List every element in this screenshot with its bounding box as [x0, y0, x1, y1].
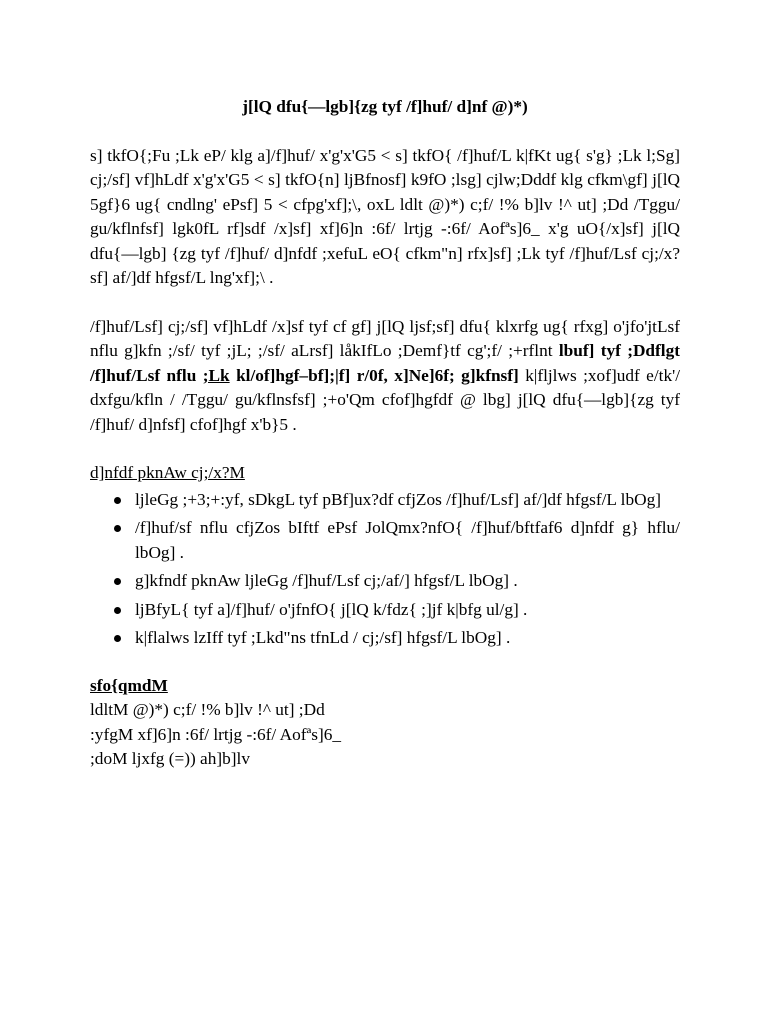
program-underlined-text: ;Lk [202, 365, 230, 385]
intro-paragraph: s] tkfO{;Fu ;Lk eP/ klg a]/f]huf/ x'g'x'G5 < s] tkfO{ /f]huf/L k|fKt ug{ s'g} ;Lk l;Sg] cj;/sf] vf]hLdf x'g'x'G5 < s] tkfO{n] ljBfnosf] k9fO ;lsg] cjlw;Dddf klg cfkm\gf] j[lQ 5gf}6 ug{ cndlng' ePsf] 5 < cfpg'xf];\, oxL ldlt @)*) c;f/ !% b]lv !^ ut] ;Dd /Tggu/ gu/kflnfsf] lgk0fL rf]sdf /x]sf] xf]6]n :6f/ lrtjg -:6f/ Aofªs]6_ x'g uO{/x]sf] j[lQ dfu{—lgb] {zg tyf /f]huf/ d]nfdf ;xefuL eO{ cfkm"n] rfx]sf] ;Lk tyf /f]huf/Lsf cj;/x? sf] af/]df hfgsf/L lng'xf];\ . [90, 145, 680, 287]
program-text-start: /f]huf/Lsf] cj;/sf] vf]hLdf /x]sf tyf cf gf] j[lQ ljsf;sf] dfu{ klxrfg ug{ rfxg] o'jfo'jtLsf nflu g]kfn ;/sf/ tyf ;jL; ;/sf/ aLrsf] låkIfLo ;Demf}tf cg';f/ ;+rflnt [90, 316, 680, 360]
list-item: /f]huf/sf nflu cfjZos bIftf ePsf JolQmx?nfO{ /f]huf/bftfaf6 d]nfdf g} hflu/ lbOg] . [90, 516, 680, 565]
program-venue-line: :yfgM xf]6]n :6f/ lrtjg -:6f/ Aofªs]6_ [90, 724, 341, 744]
program-paragraph [90, 315, 680, 438]
program-bold-text-continued: kl/of]hgf–bf];|f] r/0f, x]Ne]6f; g]kfnsf] [229, 365, 519, 385]
program-heading: sfo{qmdM [90, 675, 168, 695]
list-item: ljleGg ;+3;+:yf, sDkgL tyf pBf]ux?df cfjZos /f]huf/Lsf] af/]df hfgsf/L lbOg] [90, 488, 680, 513]
opportunities-list [90, 488, 680, 651]
list-item: ljBfyL{ tyf a]/f]huf/ o'jfnfO{ j[lQ k/fdz{ ;]jf k|bfg ul/g] . [90, 598, 680, 623]
document-title: j[lQ dfu{—lgb]{zg tyf /f]huf/ d]nf @)*) [242, 97, 528, 116]
opportunities-heading: d]nfdf pknAw cj;/x?M [90, 463, 245, 482]
list-item: g]kfndf pknAw ljleGg /f]huf/Lsf cj;/af/] hfgsf/L lbOg] . [90, 569, 680, 594]
list-item: k|flalws lzIff tyf ;Lkd"ns tfnLd / cj;/sf] hfgsf/L lbOg] . [90, 626, 680, 651]
program-time-line: ;doM ljxfg (=)) ah]b]lv [90, 749, 250, 768]
program-bold-text: lbuf] tyf ;Ddflgt /f]huf/Lsf nflu [90, 341, 680, 385]
program-date-line: ldltM @)*) c;f/ !% b]lv !^ ut] ;Dd [90, 700, 325, 719]
program-text-end: k|fljlws ;xof]udf e/tk'/ dxfgu/kfln / /Tggu/ gu/kflnsfsf] ;+o'Qm cfof]hgfdf @ lbg] j[lQ dfu{—lgb]{zg tyf /f]huf/ d]nfsf] cfof]hgf x'b}5 . [90, 365, 680, 434]
